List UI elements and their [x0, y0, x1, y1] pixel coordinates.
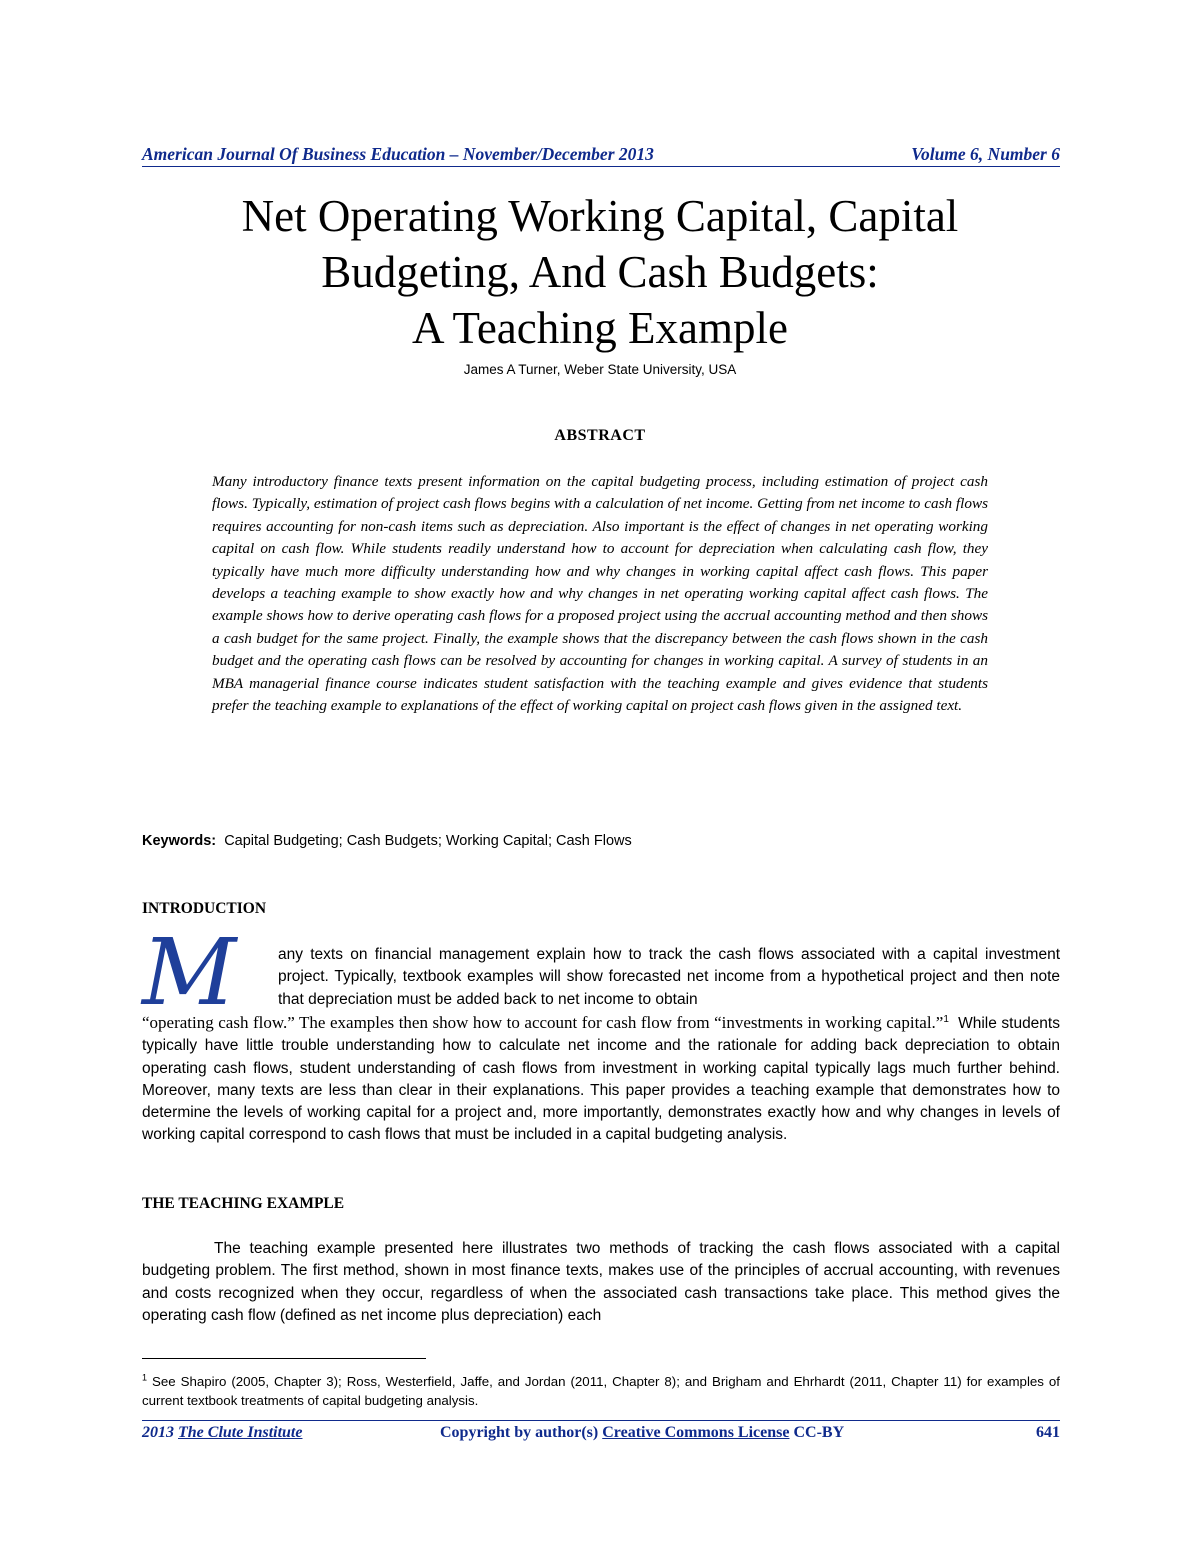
footer-publisher: [142, 1421, 302, 1445]
page-footer: [142, 1420, 1060, 1445]
page-number: 641: [1036, 1424, 1060, 1441]
volume-number: Volume 6, Number 6: [911, 144, 1060, 164]
license-code: CC-BY: [793, 1424, 845, 1441]
footnote-divider: [142, 1358, 426, 1359]
intro-paragraph: [142, 1012, 1060, 1147]
teaching-example-heading: THE TEACHING EXAMPLE: [142, 1195, 345, 1212]
keywords: [142, 833, 1060, 849]
paper-title: [100, 188, 1100, 356]
intro-first-lines: any texts on financial management explain how to track the cash flows associated with a capital investment project. Typically, textbook examples will show forecasted net income from a hypothetical project and then note that depreciation must be added back to net income to obtain: [278, 946, 1060, 1008]
running-header: [142, 143, 1060, 167]
footnote-text: See Shapiro (2005, Chapter 3); Ross, Westerfield, Jaffe, and Jordan (2011, Chapter 8); and Brigham and Ehrhardt (2011, Chapter 11) for examples of current textbook treatments of capital budgeting analysis.: [142, 1374, 1060, 1408]
teaching-example-paragraph: The teaching example presented here illustrates two methods of tracking the cash flows associated with a capital budgeting problem. The first method, shown in most finance texts, makes use of the principles of accrual accounting, with revenues and costs recognized when they occur, regardless of when the associated cash transactions take place. This method gives the operating cash flow (defined as net income plus depreciation) each: [142, 1240, 1060, 1324]
keywords-list: Capital Budgeting; Cash Budgets; Working Capital; Cash Flows: [224, 833, 632, 849]
title-line-3: A Teaching Example: [412, 303, 788, 353]
abstract-text: Many introductory finance texts present information on the capital budgeting process, including estimation of project cash flows. Typically, estimation of project cash flows begins with a calculation of net income. Getting from net income to cash flows requires accounting for non-cash items such as depreciation. Also important is the effect of changes in net operating working capital on cash flow. While students readily understand how to account for depreciation when calculating cash flow, they typically have much more difficulty understanding how and why changes in working capital affect cash flows. This paper develops a teaching example to show exactly how and why changes in net operating working capital affect cash flows. The example shows how to derive operating cash flows for a proposed project using the accrual accounting method and then shows a cash budget for the same project. Finally, the example shows that the discrepancy between the cash flows shown in the cash budget and the operating cash flows can be resolved by accounting for changes in working capital. A survey of students in an MBA managerial finance course indicates student satisfaction with the teaching example and gives evidence that students prefer the teaching example to explanations of the effect of working capital on project cash flows given in the assigned text.: [212, 473, 988, 715]
introduction-heading: INTRODUCTION: [142, 900, 267, 917]
footnote-number: 1: [142, 1372, 148, 1383]
creative-commons-link[interactable]: Creative Commons License: [602, 1424, 790, 1441]
author-line: James A Turner, Weber State University, USA: [463, 362, 737, 377]
footer-license: [440, 1421, 844, 1445]
footer-copyright: Copyright by author(s): [440, 1424, 599, 1441]
abstract-heading: ABSTRACT: [554, 427, 646, 444]
title-line-2: Budgeting, And Cash Budgets:: [321, 247, 879, 297]
keywords-label: Keywords:: [142, 833, 217, 849]
intro-quote-line: “operating cash flow.” The examples then show how to account for cash flow from “investments in working capital.”: [142, 1013, 944, 1032]
footer-year: 2013: [142, 1424, 174, 1441]
footnote: [142, 1372, 1060, 1410]
footnote-reference[interactable]: 1: [943, 1013, 949, 1025]
drop-cap: M: [142, 919, 237, 1026]
intro-rest-text: While students typically have little trouble understanding how to calculate net income and the rationale for adding back depreciation to obtain operating cash flows, student understanding of cash flows from investment in working capital typically lags much further behind. Moreover, many texts are less than clear in their explanations. This paper provides a teaching example that demonstrates how to determine the levels of working capital for a project and, more importantly, demonstrates exactly how and why changes in levels of working capital correspond to cash flows that must be included in a capital budgeting analysis.: [142, 1015, 1060, 1144]
title-line-1: Net Operating Working Capital, Capital: [241, 191, 959, 241]
clute-institute-link[interactable]: The Clute Institute: [178, 1424, 303, 1441]
journal-name: American Journal Of Business Education – November/December 2013: [142, 144, 654, 164]
